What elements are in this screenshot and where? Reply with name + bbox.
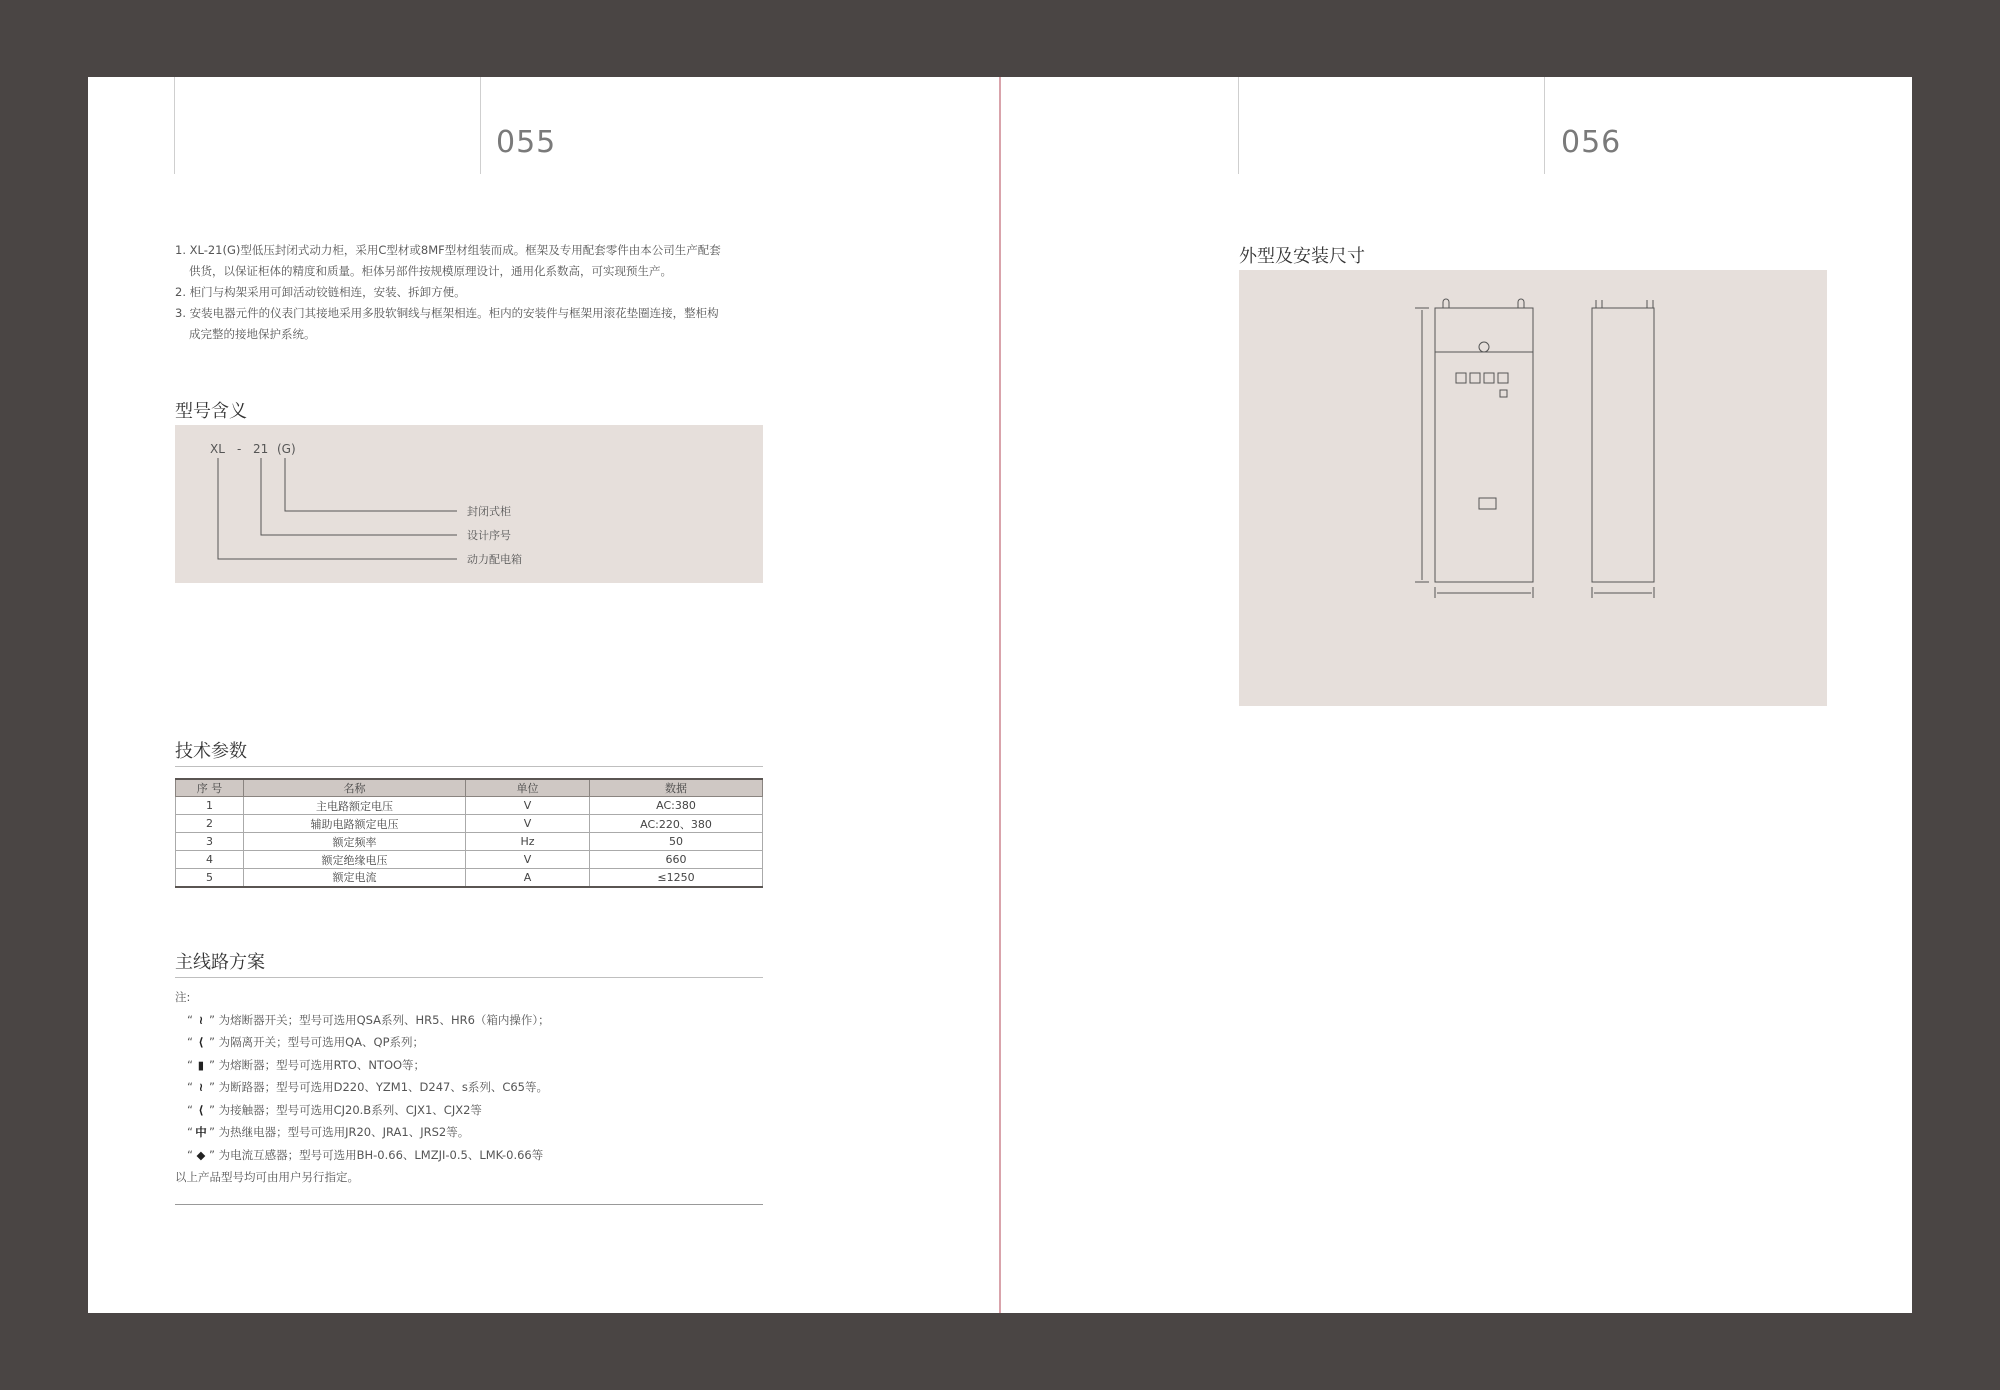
table-row (176, 851, 763, 869)
intro-line: 1. XL-21(G)型低压封闭式动力柜，采用C型材或8MF型材组装而成。框架及专用配套零件由本公司生产配套 (175, 243, 721, 257)
isolator-symbol: ⟨ (198, 1035, 204, 1049)
label-sealed-cabinet: 封闭式柜 (467, 505, 511, 518)
component-note: “ ▮ ” 为熔断器；型号可选用RTO、NTOO等； (175, 1054, 763, 1077)
cell: 额定频率 (244, 833, 466, 851)
model-meaning-title: 型号含义 (175, 401, 247, 422)
cell: 4 (176, 851, 244, 869)
cell: ≤1250 (590, 869, 763, 887)
code-dash: - (237, 442, 242, 456)
label-power-box: 动力配电箱 (467, 553, 522, 566)
component-note: “ ≀ ” 为熔断器开关；型号可选用QSA系列、HR5、HR6（箱内操作）； (175, 1009, 763, 1032)
table-row (176, 815, 763, 833)
cell: 50 (590, 833, 763, 851)
cell: AC:220、380 (590, 815, 763, 833)
left-page (88, 77, 1000, 1313)
cell: AC:380 (590, 797, 763, 815)
intro-line: 2. 柜门与构架采用可卸活动铰链相连，安装、拆卸方便。 (175, 285, 466, 299)
intro-line: 3. 安装电器元件的仪表门其接地采用多股软铜线与框架相连。柜内的安装件与框架用滚花垫圈连接，整柜构 (175, 306, 719, 320)
intro-line: 供货，以保证柜体的精度和质量。柜体另部件按规模原理设计，通用化系数高，可实现预生产。 (189, 264, 672, 278)
cell: A (466, 869, 590, 887)
col-header: 单位 (466, 779, 590, 797)
code-g: (G) (277, 442, 296, 456)
breaker-symbol: ≀ (198, 1080, 204, 1094)
tech-params-title: 技术参数 (175, 741, 247, 762)
note-label: 注: (175, 990, 191, 1004)
component-note: “ ⟨ ” 为隔离开关；型号可选用QA、QP系列； (175, 1031, 763, 1054)
cell: 5 (176, 869, 244, 887)
right-page (1000, 77, 1912, 1313)
cabinet-dimension-drawing (1239, 270, 1827, 706)
main-circuit-title: 主线路方案 (175, 952, 265, 973)
code-xl: XL (210, 442, 225, 456)
cell: 主电路额定电压 (244, 797, 466, 815)
cell: V (466, 797, 590, 815)
note-text: 为电流互感器；型号可选用BH-0.66、LMZJI-0.5、LMK-0.66等 (218, 1147, 544, 1162)
note-text: 为热继电器；型号可选用JR20、JRA1、JRS2等。 (218, 1125, 470, 1139)
section-rule (175, 977, 763, 978)
fuse-switch-symbol: ≀ (198, 1012, 204, 1027)
circuit-footer-note: 以上产品型号均可由用户另行指定。 (175, 1170, 359, 1184)
intro-text (175, 240, 763, 345)
dimensions-title: 外型及安装尺寸 (1239, 246, 1365, 267)
catalog-spread (88, 77, 1912, 1313)
cell: 辅助电路额定电压 (244, 815, 466, 833)
label-design-serial: 设计序号 (467, 529, 511, 542)
note-text: 为隔离开关；型号可选用QA、QP系列； (218, 1035, 424, 1049)
col-header: 序 号 (176, 779, 244, 797)
note-text: 为断路器；型号可选用D220、YZM1、D247、s系列、C65等。 (218, 1080, 548, 1094)
intro-line: 成完整的接地保护系统。 (189, 327, 316, 341)
dimensions-drawing-box (1239, 270, 1827, 706)
model-code-diagram (175, 425, 763, 583)
table-row (176, 797, 763, 815)
contactor-symbol: ⟨ (198, 1102, 204, 1117)
tech-params-table (175, 778, 763, 888)
header-divider (1238, 77, 1239, 174)
page-number: 056 (1561, 125, 1622, 160)
table-row (176, 833, 763, 851)
thermal-relay-symbol: 中 (195, 1125, 207, 1139)
cell: 1 (176, 797, 244, 815)
fuse-symbol: ▮ (197, 1057, 205, 1072)
component-note: “ ◆ ” 为电流互感器；型号可选用BH-0.66、LMZJI-0.5、LMK-0.66等 (175, 1144, 763, 1167)
model-meaning-box (175, 425, 763, 583)
note-text: 为熔断器开关；型号可选用QSA系列、HR5、HR6（箱内操作）； (218, 1012, 550, 1027)
header-divider (174, 77, 175, 174)
main-circuit-notes (175, 986, 763, 1189)
cell: 660 (590, 851, 763, 869)
col-header: 名称 (244, 779, 466, 797)
cell: Hz (466, 833, 590, 851)
header-divider (480, 77, 481, 174)
cell: 2 (176, 815, 244, 833)
component-note: “ ⟨ ” 为接触器；型号可选用CJ20.B系列、CJX1、CJX2等 (175, 1099, 763, 1122)
cell: 额定绝缘电压 (244, 851, 466, 869)
col-header: 数据 (590, 779, 763, 797)
table-header-row (176, 779, 763, 797)
cell: 3 (176, 833, 244, 851)
cell: V (466, 815, 590, 833)
header-divider (1544, 77, 1545, 174)
cell: V (466, 851, 590, 869)
code-21: 21 (253, 442, 269, 456)
bottom-rule (175, 1204, 763, 1205)
table-row (176, 869, 763, 887)
component-note: “ ≀ ” 为断路器；型号可选用D220、YZM1、D247、s系列、C65等。 (175, 1076, 763, 1099)
component-note: “ 中 ” 为热继电器；型号可选用JR20、JRA1、JRS2等。 (175, 1121, 763, 1144)
page-number: 055 (496, 125, 557, 160)
note-text: 为熔断器；型号可选用RTO、NTOO等； (218, 1057, 426, 1072)
cell: 额定电流 (244, 869, 466, 887)
section-rule (175, 766, 763, 767)
note-text: 为接触器；型号可选用CJ20.B系列、CJX1、CJX2等 (218, 1102, 482, 1117)
current-transformer-symbol: ◆ (196, 1147, 206, 1162)
